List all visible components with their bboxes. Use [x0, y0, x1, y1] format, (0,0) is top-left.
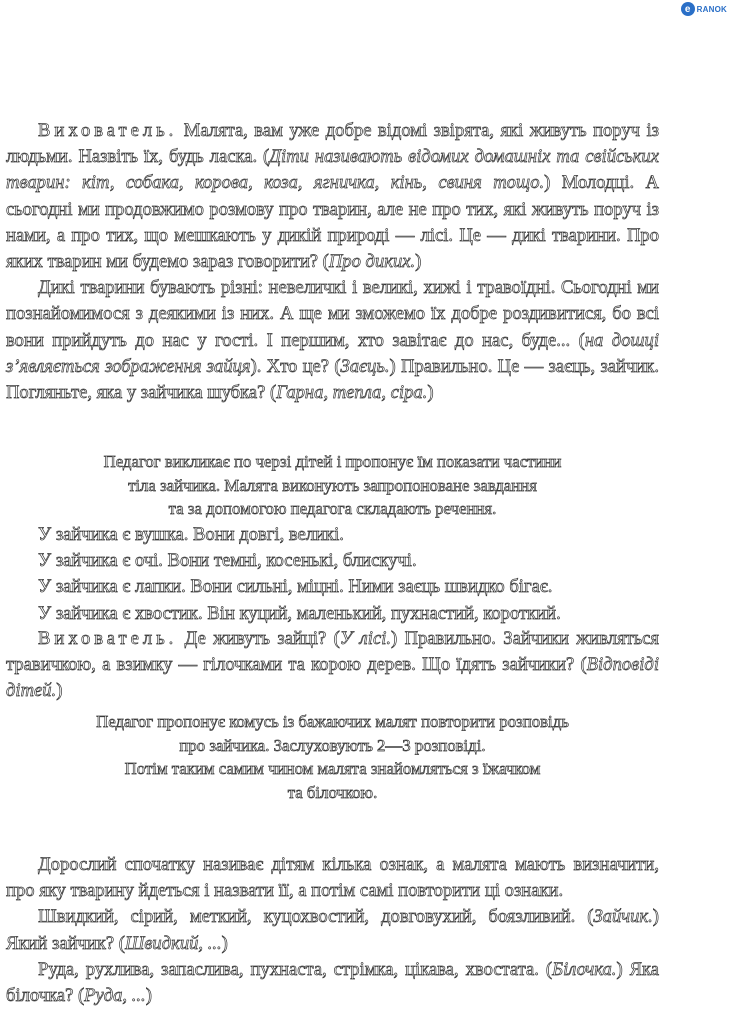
- paragraph-wild-animals: Дикі тварини бувають різні: невеличкі і великі, хижі і травоїдні. Сьогодні ми познайомимося з деякими із них. А ще ми зможемо їх добре роздивитися, бо всі вони прийдуть до нас у гості. І першим, хто завітає до нас, буде... (на дошці з’являється зображення зайця). Хто це? (Заєць.) Правильно. Це — заєць, зайчик. Погляньте, яка у зайчика шубка? (Гарна, тепла, сіра.): [6, 277, 659, 404]
- list-item: У зайчика є хвостик. Він куций, маленький, пухнастий, короткий.: [38, 602, 561, 624]
- instruction-note-2: Педагог пропонує комусь із бажаючих малят повторити розповідь про зайчика. Заслуховують 2—3 розповіді. Потім таким самим чином малята знайомляться з їжачком та білочкою.: [96, 712, 569, 802]
- publisher-logo: [681, 2, 727, 16]
- paragraph-squirrel-traits: Руда, рухлива, запаслива, пухнаста, стрімка, цікава, хвостата. (Білочка.) Яка білочка? (Руда, ...): [6, 958, 660, 1007]
- rabbit-sentence-list: [6, 522, 659, 627]
- list-item: У зайчика є лапки. Вони сильні, міцні. Ними заєць швидко бігає.: [38, 576, 553, 598]
- speaker-label: Вихователь.: [38, 120, 178, 141]
- paragraph-rabbit-traits: Швидкий, сірий, меткий, куцохвостий, довговухий, боязливий. (Зайчик.) Який зайчик? (Швидкий, ...): [6, 906, 659, 954]
- paragraph-teacher-intro: Вихователь. Малята, вам уже добре відомі звірята, які живуть поруч із людьми. Назвіть їх, будь ласка. (Діти називають відомих домашніх та свійських тварин: кіт, собака, корова, коза, ягничка, кінь, свиня тощо.) Молодці. А сьогодні ми продовжимо розмову про тварин, але не про тих, які живуть поруч із нами, а про тих, що мешкають у дикій природі — лісі. Це — дикі тварини. Про яких тварин ми будемо зараз говорити? (Про диких.): [6, 120, 659, 273]
- list-item: У зайчика є вушка. Вони довгі, великі.: [38, 524, 344, 545]
- list-item: У зайчика є очі. Вони темні, косенькі, блискучі.: [38, 550, 417, 572]
- paragraph-rabbit-habitat: Вихователь. Де живуть зайці? (У лісі.) Правильно. Зайчики живляться травичкою, а взимку — гілочками та корою дерев. Що їдять зайчики? (Відповіді дітей.): [6, 628, 659, 702]
- speaker-label: Вихователь.: [38, 628, 178, 649]
- paragraph-game-intro: Дорослий спочатку називає дітям кілька ознак, а малята мають визначити, про яку тварину йдеться і назвати її, а потім самі повторити ці ознаки.: [6, 854, 659, 902]
- section-rabbit-habitat: [6, 626, 659, 705]
- instruction-note-1: Педагог викликає по черзі дітей і пропонує їм показати частини тіла зайчика. Малята виконують запропоноване завдання та за допомогою педагога складають речення.: [103, 452, 562, 518]
- section-dialogue-intro: [6, 118, 659, 406]
- logo-mark-icon: e: [681, 2, 695, 16]
- logo-text: RANOK: [696, 4, 727, 14]
- section-guess-game: [6, 852, 659, 1009]
